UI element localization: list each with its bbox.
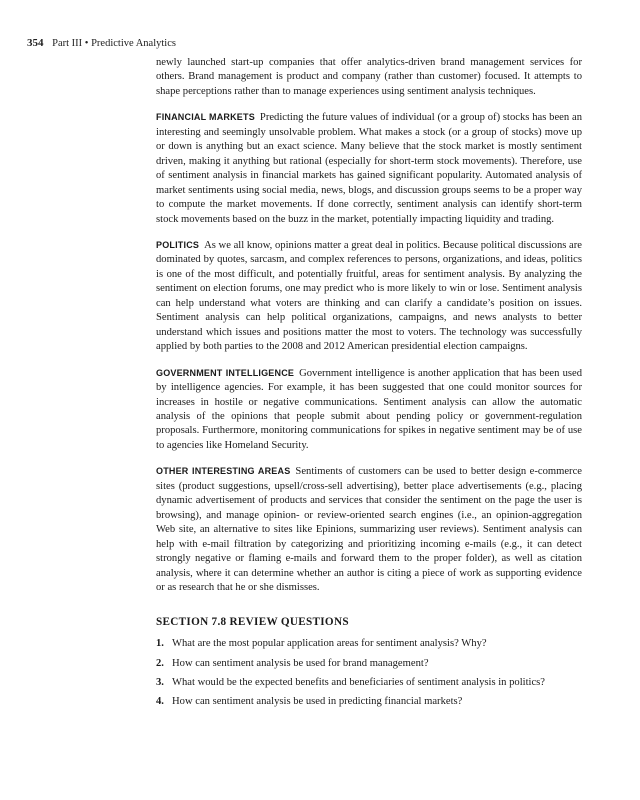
question-number: 4. xyxy=(156,696,164,708)
review-questions-heading: SECTION 7.8 REVIEW QUESTIONS xyxy=(156,616,349,629)
review-question xyxy=(156,676,582,690)
section-other-interesting-areas xyxy=(156,464,582,595)
running-title: Part III • Predictive Analytics xyxy=(52,38,176,49)
running-header xyxy=(27,37,176,49)
question-number: 2. xyxy=(156,657,164,669)
intro-paragraph: newly launched start-up companies that offer analytics-driven brand management services for others. Brand management is product and company (rather than customer) focused. It attempts to shape perceptions rather than to manage experiences using sentiment analysis techniques. xyxy=(156,57,582,97)
section-lead-financial-markets: FINANCIAL MARKETS xyxy=(156,112,255,123)
review-questions-list xyxy=(156,637,582,709)
section-text-other-interesting-areas: Sentiments of customers can be used to better design e-commerce sites (product suggestions, upsell/cross-sell advertising), better place advertisements (e.g., placing dynamic advertisement of products and services that consider the sentiment on the page the user is browsing), and manage opinion- or review-oriented search engines (i.e., an opinion-aggregation Web site, an alternative to sites like Epinions, summarizing user reviews). Sentiment analysis can help with e-mail filtration by categorizing and prioritizing incoming e-mails (e.g., it can detect strongly negative or flaming e-mails and forward them to the proper folder), as well as citation analysis, where it can determine whether an author is citing a piece of work as supporting evidence or as research that he or she dismisses. xyxy=(156,466,582,593)
question-text: How can sentiment analysis be used in predicting financial markets? xyxy=(172,696,463,708)
question-text: What are the most popular application areas for sentiment analysis? Why? xyxy=(172,638,487,650)
section-lead-politics: POLITICS xyxy=(156,239,200,250)
review-question xyxy=(156,657,582,671)
review-question xyxy=(156,637,582,651)
section-text-government-intelligence: Government intelligence is another application that has been used by intelligence agencies. For example, it has been suggested that one could monitor sources for increases in hostile or negative communications. Sentiment analysis can allow the automatic analysis of the opinions that people submit about pending policy or government-regulation proposals. Furthermore, monitoring communications for spikes in negative sentiment may be of use to agencies like Homeland Security. xyxy=(156,367,582,451)
review-question xyxy=(156,695,582,709)
section-government-intelligence xyxy=(156,366,582,454)
question-number: 3. xyxy=(156,676,164,688)
section-lead-government-intelligence: GOVERNMENT INTELLIGENCE xyxy=(156,367,295,378)
page-number: 354 xyxy=(27,37,44,49)
section-financial-markets xyxy=(156,110,582,227)
question-number: 1. xyxy=(156,638,164,650)
section-text-politics: As we all know, opinions matter a great deal in politics. Because political discussions are dominated by quotes, sarcasm, and complex references to persons, organizations, and ideas, politics is one of the most difficult, and potentially fruitful, areas for sentiment analysis. By analyzing the sentiment on election forums, one may predict who is more likely to win or lose. Sentiment analysis can help understand what voters are thinking and can clarify a candidate’s position on issues. Sentiment analysis can help political organizations, campaigns, and news analysts to better understand which issues and positions matter the most to voters. The technology was successfully applied by both parties to the 2008 and 2012 American presidential election campaigns. xyxy=(156,239,582,353)
section-text-financial-markets: Predicting the future values of individual (or a group of) stocks has been an interesting and seemingly unsolvable problem. What makes a stock (or a group of stocks) move up or down is anything but an exact science. Many believe that the stock market is mostly sentiment driven, making it anything but rational (especially for short-term stock movements). Therefore, use of sentiment analysis in financial markets has gained significant popularity. Automated analysis of market sentiments using social media, news, blogs, and discussion groups seems to be a proper way to compute the market movements. If done correctly, sentiment analysis can identify short-term stock movements based on the buzz in the market, potentially impacting liquidity and trading. xyxy=(156,112,582,225)
question-text: What would be the expected benefits and beneficiaries of sentiment analysis in politics? xyxy=(172,676,546,688)
section-politics xyxy=(156,238,582,355)
question-text: How can sentiment analysis be used for brand management? xyxy=(172,657,429,669)
section-lead-other-interesting-areas: OTHER INTERESTING AREAS xyxy=(156,466,291,477)
page-body xyxy=(156,56,582,714)
